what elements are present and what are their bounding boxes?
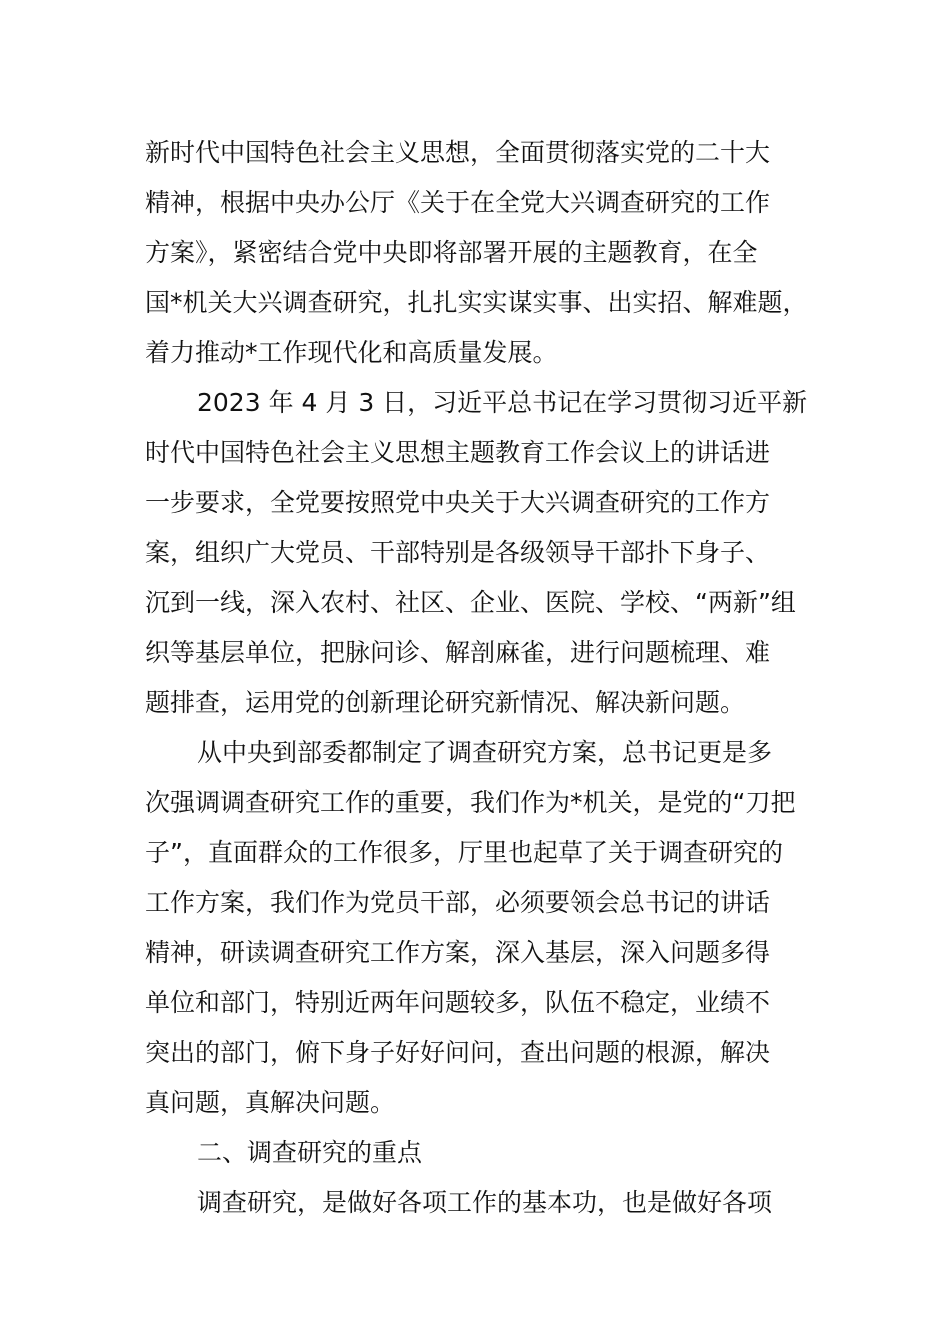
- paragraph-2: [145, 378, 835, 728]
- text-line: 一步要求，全党要按照党中央关于大兴调查研究的工作方: [145, 488, 771, 517]
- text-line: 真问题，真解决问题。: [145, 1088, 396, 1117]
- text-line: 新时代中国特色社会主义思想，全面贯彻落实党的二十大: [145, 138, 771, 167]
- heading-text: 二、调查研究的重点: [197, 1138, 423, 1167]
- text-line: 国*机关大兴调查研究，扎扎实实谋实事、出实招、解难题，: [145, 288, 808, 317]
- section-heading: [145, 1128, 835, 1178]
- text-line: 突出的部门，俯下身子好好问问，查出问题的根源，解决: [145, 1038, 771, 1067]
- text-line: 单位和部门，特别近两年问题较多，队伍不稳定，业绩不: [145, 988, 771, 1017]
- text-line: 方案》，紧密结合党中央即将部署开展的主题教育，在全: [145, 238, 758, 267]
- text-line: 题排查，运用党的创新理论研究新情况、解决新问题。: [145, 688, 746, 717]
- text-line: 次强调调查研究工作的重要，我们作为*机关，是党的“刀把: [145, 788, 796, 817]
- text-line: 织等基层单位，把脉问诊、解剖麻雀，进行问题梳理、难: [145, 638, 771, 667]
- paragraph-3: [145, 728, 835, 1128]
- text-line: 时代中国特色社会主义思想主题教育工作会议上的讲话进: [145, 438, 771, 467]
- text-line: 2023 年 4 月 3 日，习近平总书记在学习贯彻习近平新: [197, 388, 808, 417]
- text-line: 案，组织广大党员、干部特别是各级领导干部扑下身子、: [145, 538, 771, 567]
- text-line: 着力推动*工作现代化和高质量发展。: [145, 338, 558, 367]
- text-line: 精神，根据中央办公厅《关于在全党大兴调查研究的工作: [145, 188, 771, 217]
- document-body: [145, 128, 835, 1228]
- text-line: 子”，直面群众的工作很多，厅里也起草了关于调查研究的: [145, 838, 783, 867]
- text-line: 沉到一线，深入农村、社区、企业、医院、学校、“两新”组: [145, 588, 796, 617]
- paragraph-4: [145, 1178, 835, 1228]
- text-line: 精神，研读调查研究工作方案，深入基层，深入问题多得: [145, 938, 771, 967]
- paragraph-1: [145, 128, 835, 378]
- text-line: 工作方案，我们作为党员干部，必须要领会总书记的讲话: [145, 888, 771, 917]
- text-line: 从中央到部委都制定了调查研究方案，总书记更是多: [197, 738, 773, 767]
- text-line: 调查研究，是做好各项工作的基本功，也是做好各项: [197, 1188, 773, 1217]
